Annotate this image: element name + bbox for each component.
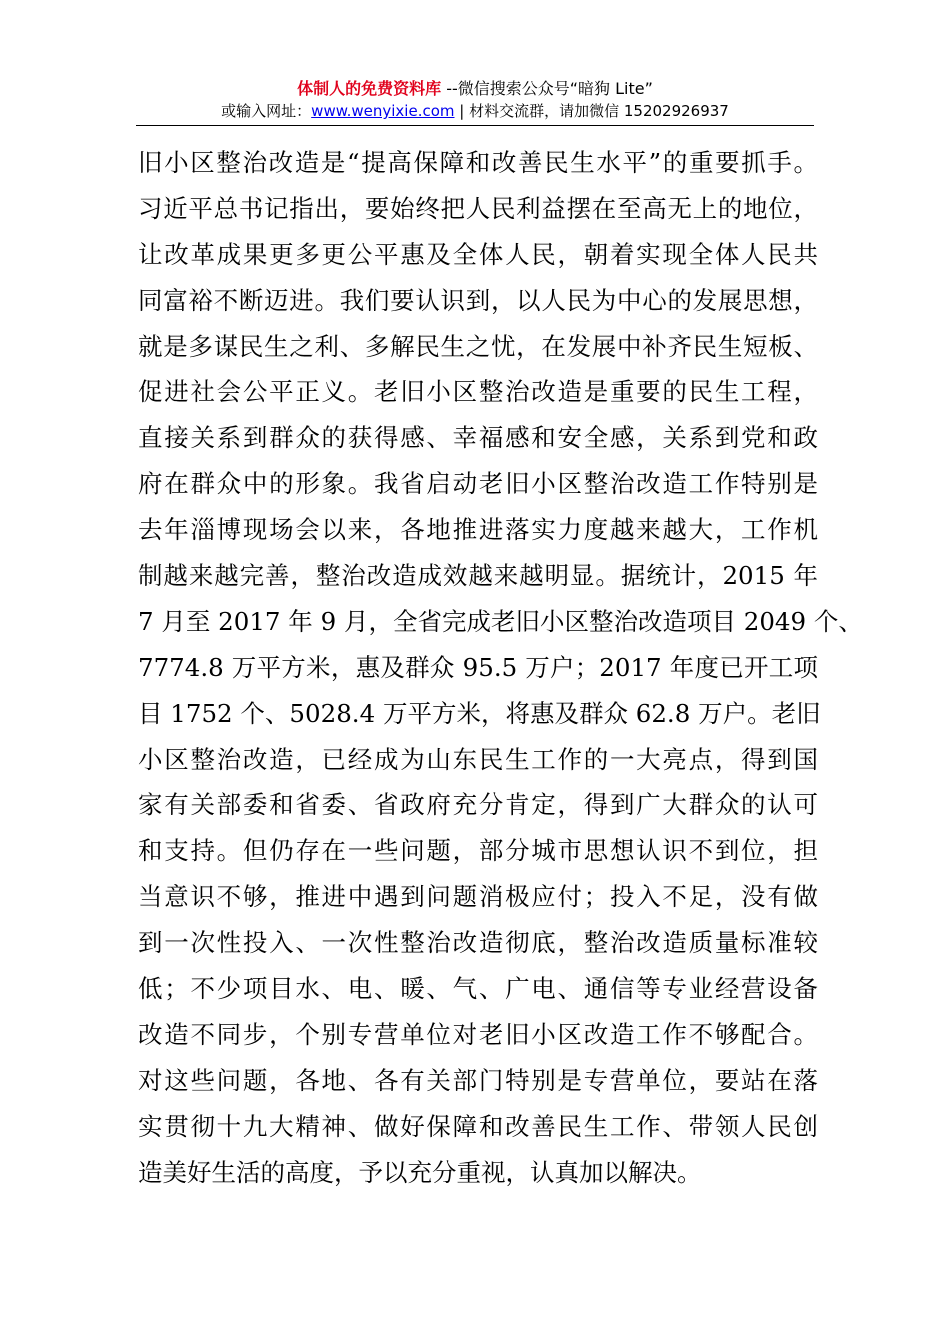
website-link[interactable]: www.wenyixie.com	[311, 102, 455, 120]
paragraph-line: 让改革成果更多更公平惠及全体人民，朝着实现全体人民共	[138, 239, 818, 269]
paragraph-line: 旧小区整治改造是“提高保障和改善民生水平”的重要抓手。	[138, 148, 818, 177]
paragraph-line: 低；不少项目水、电、暖、气、广电、通信等专业经营设备	[138, 974, 818, 1004]
header-contact-line	[136, 100, 814, 122]
paragraph-line: 和支持。但仍存在一些问题，部分城市思想认识不到位，担	[138, 836, 818, 866]
paragraph-line: 去年淄博现场会以来，各地推进落实力度越来越大，工作机	[138, 515, 818, 545]
paragraph-line: 就是多谋民生之利、多解民生之忧，在发展中补齐民生短板、	[138, 331, 818, 361]
paragraph-line: 改造不同步，个别专营单位对老旧小区改造工作不够配合。	[138, 1019, 818, 1049]
paragraph-line: 到一次性投入、一次性整治改造彻底，整治改造质量标准较	[138, 928, 818, 958]
paragraph-line: 家有关部委和省委、省政府充分肯定，得到广大群众的认可	[138, 790, 818, 820]
header-tagline: 微信搜索公众号“暗狗 Lite”	[457, 79, 653, 98]
paragraph-line: 直接关系到群众的获得感、幸福感和安全感，关系到党和政	[138, 423, 818, 453]
paragraph-line: 制越来越完善，整治改造成效越来越明显。据统计，2015 年	[138, 561, 818, 591]
paragraph-line: 同富裕不断迈进。我们要认识到，以人民为中心的发展思想，	[138, 285, 818, 315]
header-divider: |	[454, 102, 470, 120]
paragraph-line: 对这些问题，各地、各有关部门特别是专营单位，要站在落	[138, 1065, 818, 1095]
paragraph-line: 7774.8 万平方米，惠及群众 95.5 万户；2017 年度已开工项	[138, 652, 818, 682]
contact-text: 材料交流群，请加微信 15202926937	[469, 102, 729, 120]
paragraph-line: 造美好生活的高度，予以充分重视，认真加以解决。	[138, 1157, 702, 1187]
paragraph-line: 小区整治改造，已经成为山东民生工作的一大亮点，得到国	[138, 744, 818, 774]
document-body	[138, 140, 863, 1195]
paragraph-line: 实贯彻十九大精神、做好保障和改善民生工作、带领人民创	[138, 1111, 818, 1141]
header-separator: --	[441, 79, 458, 98]
paragraph-line: 习近平总书记指出，要始终把人民利益摆在至高无上的地位，	[138, 193, 818, 223]
paragraph-line: 7 月至 2017 年 9 月，全省完成老旧小区整治改造项目 2049 个、	[138, 606, 863, 636]
paragraph-line: 府在群众中的形象。我省启动老旧小区整治改造工作特别是	[138, 469, 818, 499]
page-header	[136, 78, 814, 122]
brand-title: 体制人的免费资料库	[297, 79, 442, 98]
header-divider-rule	[136, 125, 814, 126]
paragraph-line: 当意识不够，推进中遇到问题消极应付；投入不足，没有做	[138, 882, 818, 912]
paragraph-line: 促进社会公平正义。老旧小区整治改造是重要的民生工程，	[138, 377, 818, 407]
header-title-line	[136, 78, 814, 100]
url-prefix: 或输入网址：	[221, 102, 312, 120]
paragraph-line: 目 1752 个、5028.4 万平方米，将惠及群众 62.8 万户。老旧	[138, 698, 821, 728]
